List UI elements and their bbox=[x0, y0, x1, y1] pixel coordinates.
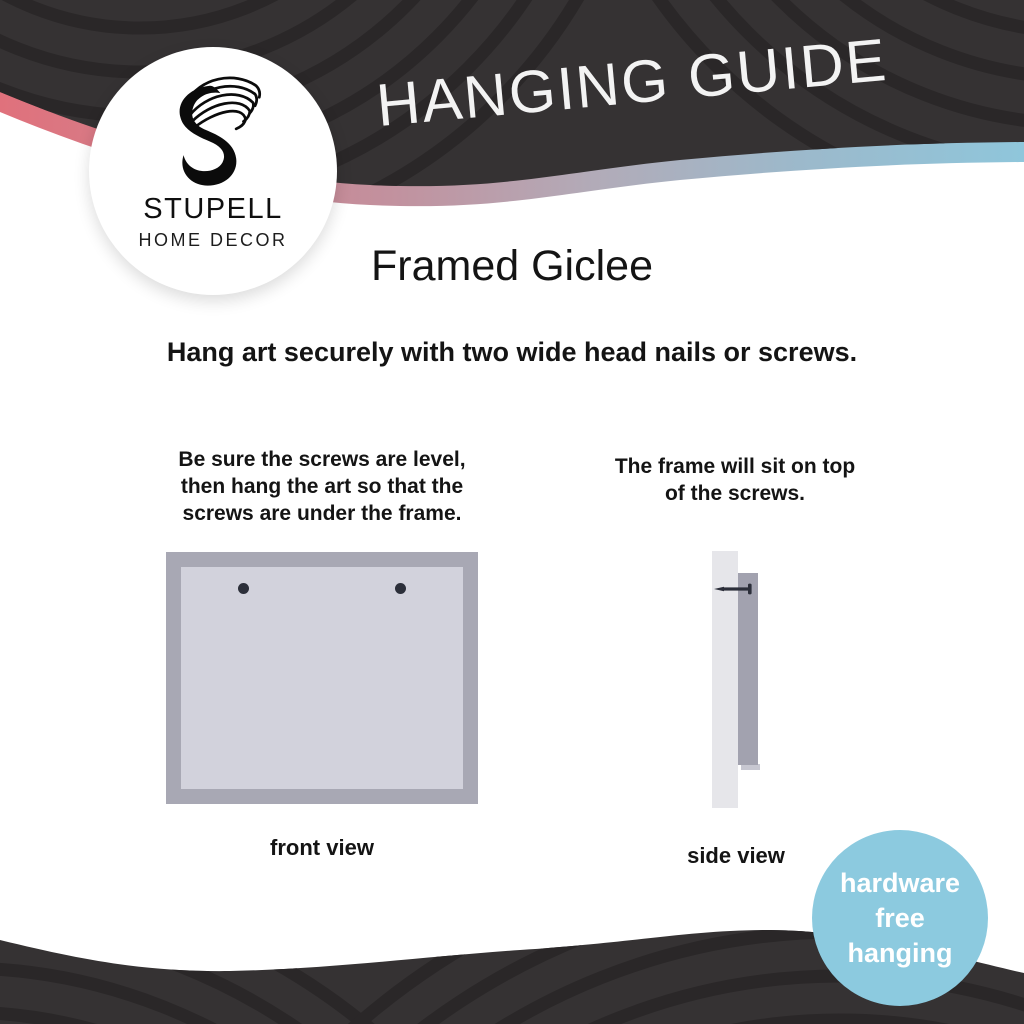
badge-line: hardware bbox=[839, 867, 961, 898]
front-view-caption bbox=[142, 446, 502, 527]
caption-line: The frame will sit on top bbox=[614, 455, 856, 478]
frame-inner-panel bbox=[181, 567, 463, 789]
side-view-label: side view bbox=[687, 843, 785, 868]
caption-line: screws are under the frame. bbox=[182, 502, 462, 525]
hardware-free-badge bbox=[812, 830, 988, 1006]
logo-swoosh-icon bbox=[155, 71, 271, 193]
caption-line: then hang the art so that the bbox=[180, 475, 464, 498]
screw-icon bbox=[238, 583, 249, 594]
front-view-frame-diagram bbox=[166, 552, 478, 804]
badge-line: hanging bbox=[847, 937, 953, 968]
nail-icon bbox=[712, 582, 756, 596]
product-type-title: Framed Giclee bbox=[371, 242, 653, 290]
front-view-label: front view bbox=[270, 835, 374, 860]
instruction-text: Hang art securely with two wide head nails or screws. bbox=[166, 337, 858, 367]
screw-icon bbox=[395, 583, 406, 594]
brand-logo-badge bbox=[89, 47, 337, 295]
caption-line: of the screws. bbox=[664, 482, 806, 505]
side-view-frame-bar bbox=[738, 573, 758, 765]
page-title: HANGING GUIDE bbox=[373, 25, 891, 139]
brand-name: STUPELL bbox=[143, 193, 283, 225]
side-view-caption bbox=[585, 453, 885, 507]
badge-line: free bbox=[875, 902, 925, 933]
brand-tagline: HOME DECOR bbox=[138, 230, 288, 250]
caption-line: Be sure the screws are level, bbox=[178, 448, 466, 471]
